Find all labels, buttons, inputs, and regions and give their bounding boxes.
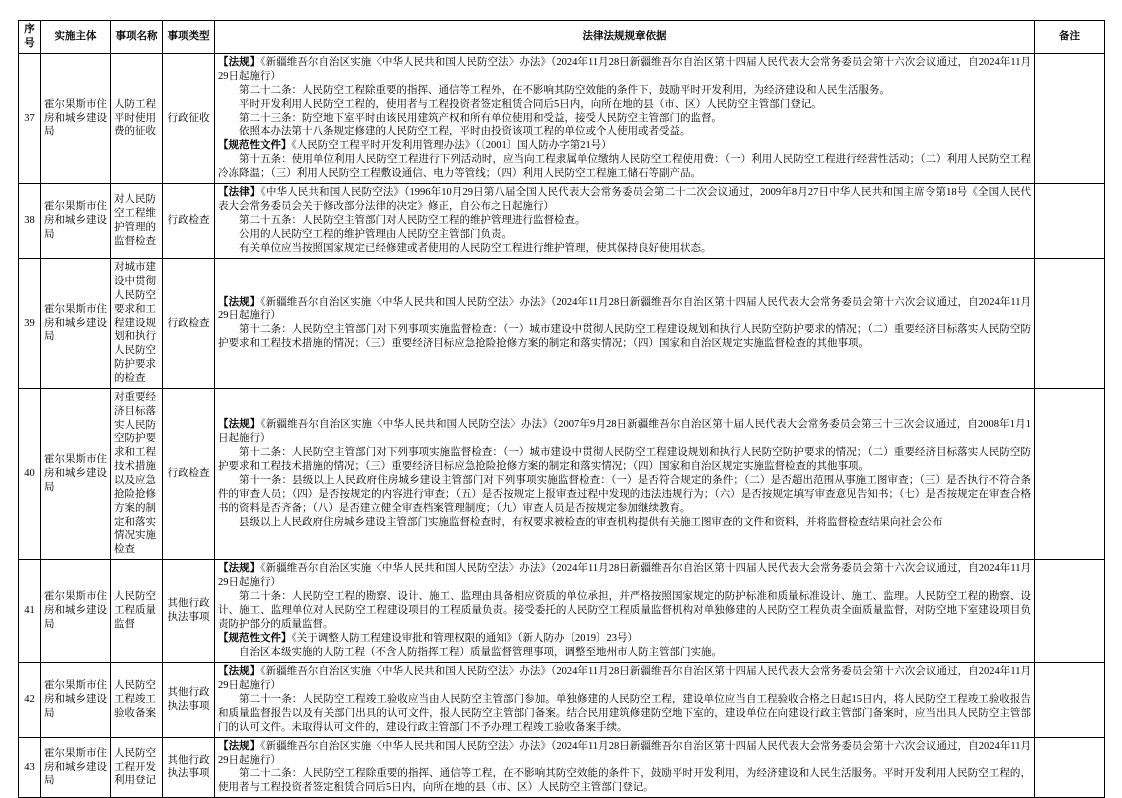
cell-legal-basis: [215, 560, 1035, 663]
legal-basis-paragraph: [218, 767, 1031, 795]
legal-basis-text: 平时开发利用人民防空工程的，使用者与工程投资者签定租赁合同后5日内，向所在地的县（市、区）人民防空主管部门登记。: [239, 98, 822, 110]
legal-basis-text: 第十二条：人民防空主管部门对下列事项实施监督检查：（一）城市建设中贯彻人民防空工程建设规划和执行人民防空防护要求的情况；（二）重要经济目标落实人民防空防护要求和工程技术措施的情况；（三）重要经济目标应急抢险抢修方案的制定和落实情况；（四）国家和自治区规定实施监督检查的其他事项。: [218, 324, 1031, 350]
cell-remark: [1035, 737, 1105, 798]
legal-basis-text: 第二十五条：人民防空主管部门对人民防空工程的维护管理进行监督检查。: [239, 215, 586, 227]
legal-basis-paragraph: [218, 98, 1031, 112]
cell-implementing-subject: 霍尔果斯市住房和城乡建设局: [41, 560, 111, 663]
cell-remark: [1035, 388, 1105, 559]
cell-legal-basis: [215, 53, 1035, 184]
legal-basis-paragraph: [218, 153, 1031, 181]
legal-basis-text: 第十二条：人民防空主管部门对下列事项实施监督检查：（一）城市建设中贯彻人民防空工程建设规划和执行人民防空防护要求的情况；（二）重要经济目标落实人民防空防护要求和工程技术措施的情况；（三）重要经济目标应急抢险抢修方案的制定和落实情况；（四）国家和自治区规定实施监督检查的其他事项。: [218, 447, 1031, 472]
column-header-type: 事项类型: [163, 21, 215, 54]
cell-item-type: 行政检查: [163, 259, 215, 389]
cell-sequence-no: 43: [19, 737, 41, 798]
legal-basis-paragraph: [218, 590, 1031, 632]
cell-item-type: 行政检查: [163, 388, 215, 559]
table-row: [19, 184, 1105, 259]
cell-item-type: 行政征收: [163, 53, 215, 184]
cell-remark: [1035, 53, 1105, 184]
legal-basis-text: 第二十二条：人民防空工程除重要的指挥、通信等工程外，在不影响其防空效能的条件下，鼓励平时开发利用，为经济建设和人民生活服务。: [239, 84, 890, 96]
cell-remark: [1035, 184, 1105, 259]
legal-basis-paragraph: [218, 296, 1031, 324]
legal-basis-paragraph: [218, 446, 1031, 474]
administrative-items-table: [18, 20, 1105, 798]
cell-item-type: 其他行政执法事项: [163, 560, 215, 663]
cell-remark: [1035, 662, 1105, 737]
cell-item-name: 对城市建设中贯彻人民防空要求和工程建设规划和执行人民防空防护要求的检查: [111, 259, 163, 389]
legal-basis-text: 第二十条：人民防空工程的勘察、设计、施工、监理由具备相应资质的单位承担，并严格按照国家规定的防护标准和质量标准设计、施工、监理。人民防空工程的勘察、设计、施工、监理单位对人民防空工程建设项目的工程质量负责。接受委托的人民防空工程质量监督机构对单独修建的人民防空工程负责全面质量监督，对防空地下室建设项目负责防护部分的质量监督。: [218, 591, 1031, 630]
column-header-name: 事项名称: [111, 21, 163, 54]
column-header-remark: 备注: [1035, 21, 1105, 54]
legal-basis-text: 第二十三条：防空地下室平时由该民用建筑产权和所有单位使用和受益，接受人民防空主管部门的监督。: [239, 112, 722, 124]
cell-item-name: 人民防空工程质量监督: [111, 560, 163, 663]
cell-sequence-no: 38: [19, 184, 41, 259]
legal-basis-paragraph: [218, 125, 1031, 139]
cell-sequence-no: 37: [19, 53, 41, 184]
legal-basis-paragraph: [218, 84, 1031, 98]
table-body: [19, 53, 1105, 798]
legal-basis-text: 自治区本级实施的人防工程（不含人防指挥工程）质量监督管理事项，调整至地州市人防主管部门实施。: [239, 646, 722, 658]
cell-sequence-no: 41: [19, 560, 41, 663]
cell-implementing-subject: 霍尔果斯市住房和城乡建设局: [41, 184, 111, 259]
cell-sequence-no: 40: [19, 388, 41, 559]
legal-basis-text: 第十五条：使用单位利用人民防空工程进行下列活动时，应当向工程隶属单位缴纳人民防空工程使用费：（一）利用人民防空工程进行经营性活动；（二）利用人民防空工程冷冻降温；（三）利用人民防空工程敷设通信、电力等管线；（四）利用人民防空工程施工储石等副产品。: [218, 154, 1031, 180]
table-header-row: [19, 21, 1105, 54]
legal-basis-text: 《人民防空工程平时开发利用管理办法》（〔2001〕国人防办字第21号）: [291, 140, 612, 152]
legal-basis-source-tag: 【法规】: [218, 296, 261, 308]
table-row: [19, 53, 1105, 184]
table-row: [19, 259, 1105, 389]
table-row: [19, 388, 1105, 559]
legal-basis-paragraph: [218, 646, 1031, 660]
legal-basis-paragraph: [218, 228, 1031, 242]
legal-basis-text: 公用的人民防空工程的维护管理由人民防空主管部门负责。: [239, 229, 512, 241]
legal-basis-source-tag: 【规范性文件】: [218, 140, 292, 152]
legal-basis-source-tag: 【法规】: [218, 419, 261, 431]
cell-item-name: 对重要经济目标落实人民防空防护要求和工程技术措施以及应急抢险抢修方案的制定和落实情况实施检查: [111, 388, 163, 559]
legal-basis-text: 第十一条：县级以上人民政府住房城乡建设主管部门对下列事项实施监督检查：（一）是否符合规定的条件；（二）是否超出范围从事施工图审查；（三）是否执行不符合条件的审查人员；（四）是否按规定的内容进行审查；（五）是否按规定上报审查过程中发现的违法违规行为；（六）是否按规定填写审查意见告知书；（七）是否按规定在审查合格书的资料是否齐备；（八）是否建立健全审查档案管理制度；（九）审查人员是否按规定参加继续教育。: [218, 474, 1031, 514]
legal-basis-paragraph: [218, 418, 1031, 446]
cell-sequence-no: 42: [19, 662, 41, 737]
legal-basis-paragraph: [218, 562, 1031, 590]
cell-legal-basis: [215, 737, 1035, 798]
cell-item-type: 其他行政执法事项: [163, 737, 215, 798]
legal-basis-paragraph: [218, 56, 1031, 84]
legal-basis-text: 《新疆维吾尔自治区实施〈中华人民共和国人民防空法〉办法》（2024年11月28日新疆维吾尔自治区第十四届人民代表大会常务委员会第十六次会议通过，自2024年11月29日起施行）: [218, 56, 1032, 82]
cell-legal-basis: [215, 388, 1035, 559]
cell-implementing-subject: 霍尔果斯市住房和城乡建设局: [41, 388, 111, 559]
legal-basis-paragraph: [218, 740, 1031, 768]
legal-basis-text: 依照本办法第十八条规定修建的人民防空工程，平时由投资该项工程的单位或个人使用或者受益。: [239, 126, 691, 138]
legal-basis-text: 县级以上人民政府住房城乡建设主管部门实施监督检查时，有权要求被检查的审查机构提供有关施工图审查的文件和资料，并将监督检查结果向社会公布: [239, 516, 943, 528]
legal-basis-text: 《中华人民共和国人民防空法》（1996年10月29日第八届全国人民代表大会常务委员会第二十二次会议通过，2009年8月27日中华人民共和国主席令第18号《全国人民代表大会常务委员会关于修改部分法律的决定》修正，自公布之日起施行）: [218, 187, 1032, 213]
cell-item-name: 对人民防空工程维护管理的监督检查: [111, 184, 163, 259]
cell-sequence-no: 39: [19, 259, 41, 389]
cell-item-type: 其他行政执法事项: [163, 662, 215, 737]
legal-basis-source-tag: 【规范性文件】: [218, 632, 292, 644]
legal-basis-paragraph: [218, 139, 1031, 153]
cell-remark: [1035, 259, 1105, 389]
cell-legal-basis: [215, 184, 1035, 259]
legal-basis-paragraph: [218, 516, 1031, 530]
table-row: [19, 662, 1105, 737]
cell-item-name: 人民防空工程开发利用登记: [111, 737, 163, 798]
cell-implementing-subject: 霍尔果斯市住房和城乡建设局: [41, 662, 111, 737]
legal-basis-text: 《新疆维吾尔自治区实施〈中华人民共和国人民防空法〉办法》（2024年11月28日新疆维吾尔自治区第十四届人民代表大会常务委员会第十六次会议通过，自2024年11月29日起施行）: [218, 563, 1032, 589]
legal-basis-paragraph: [218, 632, 1031, 646]
legal-basis-paragraph: [218, 112, 1031, 126]
legal-basis-text: 《新疆维吾尔自治区实施〈中华人民共和国人民防空法〉办法》（2007年9月28日新疆维吾尔自治区第十届人民代表大会常务委员会第三十三次会议通过，自2008年1月1日起施行）: [218, 419, 1031, 445]
cell-item-type: 行政检查: [163, 184, 215, 259]
table-header: [19, 21, 1105, 54]
cell-implementing-subject: 霍尔果斯市住房和城乡建设局: [41, 53, 111, 184]
legal-basis-paragraph: [218, 323, 1031, 351]
legal-basis-text: 《新疆维吾尔自治区实施〈中华人民共和国人民防空法〉办法》（2024年11月28日新疆维吾尔自治区第十四届人民代表大会常务委员会第十六次会议通过，自2024年11月29日起施行）: [218, 296, 1032, 322]
cell-legal-basis: [215, 662, 1035, 737]
cell-item-name: 人民防空工程竣工验收备案: [111, 662, 163, 737]
cell-implementing-subject: 霍尔果斯市住房和城乡建设局: [41, 259, 111, 389]
legal-basis-paragraph: [218, 242, 1031, 256]
legal-basis-text: 有关单位应当按照国家规定已经修建或者使用的人民防空工程进行维护管理，使其保持良好使用状态。: [239, 243, 712, 255]
cell-item-name: 人防工程平时使用费的征收: [111, 53, 163, 184]
table-row: [19, 560, 1105, 663]
legal-basis-text: 第二十二条：人民防空工程除重要的指挥、通信等工程，在不影响其防空效能的条件下，鼓励平时开发利用，为经济建设和人民生活服务。平时开发利用人民防空工程的，使用者与工程投资者签定租赁合同后5日内，向所在地的县（市、区）人民防空主管部门登记。: [218, 768, 1031, 794]
legal-basis-source-tag: 【法律】: [218, 187, 261, 199]
column-header-subject: 实施主体: [41, 21, 111, 54]
legal-basis-text: 《新疆维吾尔自治区实施〈中华人民共和国人民防空法〉办法》（2024年11月28日新疆维吾尔自治区第十四届人民代表大会常务委员会第十六次会议通过，自2024年11月29日起施行）: [218, 740, 1032, 766]
legal-basis-source-tag: 【法规】: [218, 563, 261, 575]
legal-basis-text: 《关于调整人防工程建设审批和管理权限的通知》（新人防办〔2019〕23号）: [291, 632, 638, 644]
table-row: [19, 737, 1105, 798]
legal-basis-source-tag: 【法规】: [218, 56, 261, 68]
legal-basis-text: 第二十一条：人民防空工程竣工验收应当由人民防空主管部门参加。单独修建的人民防空工程，建设单位应当自工程验收合格之日起15日内，将人民防空工程竣工验收报告和质量监督报告以及有关部门出具的认可文件，报人民防空主管部门备案。结合民用建筑修建防空地下室的，建设单位在向建设行政主管部门备案时，应当出具人民防空主管部门的认可文件。未取得认可文件的，建设行政主管部门不予办理工程竣工验收备案手续。: [218, 693, 1031, 733]
cell-implementing-subject: 霍尔果斯市住房和城乡建设局: [41, 737, 111, 798]
legal-basis-source-tag: 【法规】: [218, 740, 261, 752]
legal-basis-text: 《新疆维吾尔自治区实施〈中华人民共和国人民防空法〉办法》（2024年11月28日新疆维吾尔自治区第十四届人民代表大会常务委员会第十六次会议通过，自2024年11月29日起施行）: [218, 665, 1032, 691]
legal-basis-paragraph: [218, 665, 1031, 693]
legal-basis-paragraph: [218, 186, 1031, 214]
legal-basis-source-tag: 【法规】: [218, 665, 261, 677]
legal-basis-paragraph: [218, 474, 1031, 516]
legal-basis-paragraph: [218, 693, 1031, 735]
cell-remark: [1035, 560, 1105, 663]
column-header-basis: 法律法规规章依据: [215, 21, 1035, 54]
cell-legal-basis: [215, 259, 1035, 389]
legal-basis-paragraph: [218, 214, 1031, 228]
column-header-no: 序号: [19, 21, 41, 54]
